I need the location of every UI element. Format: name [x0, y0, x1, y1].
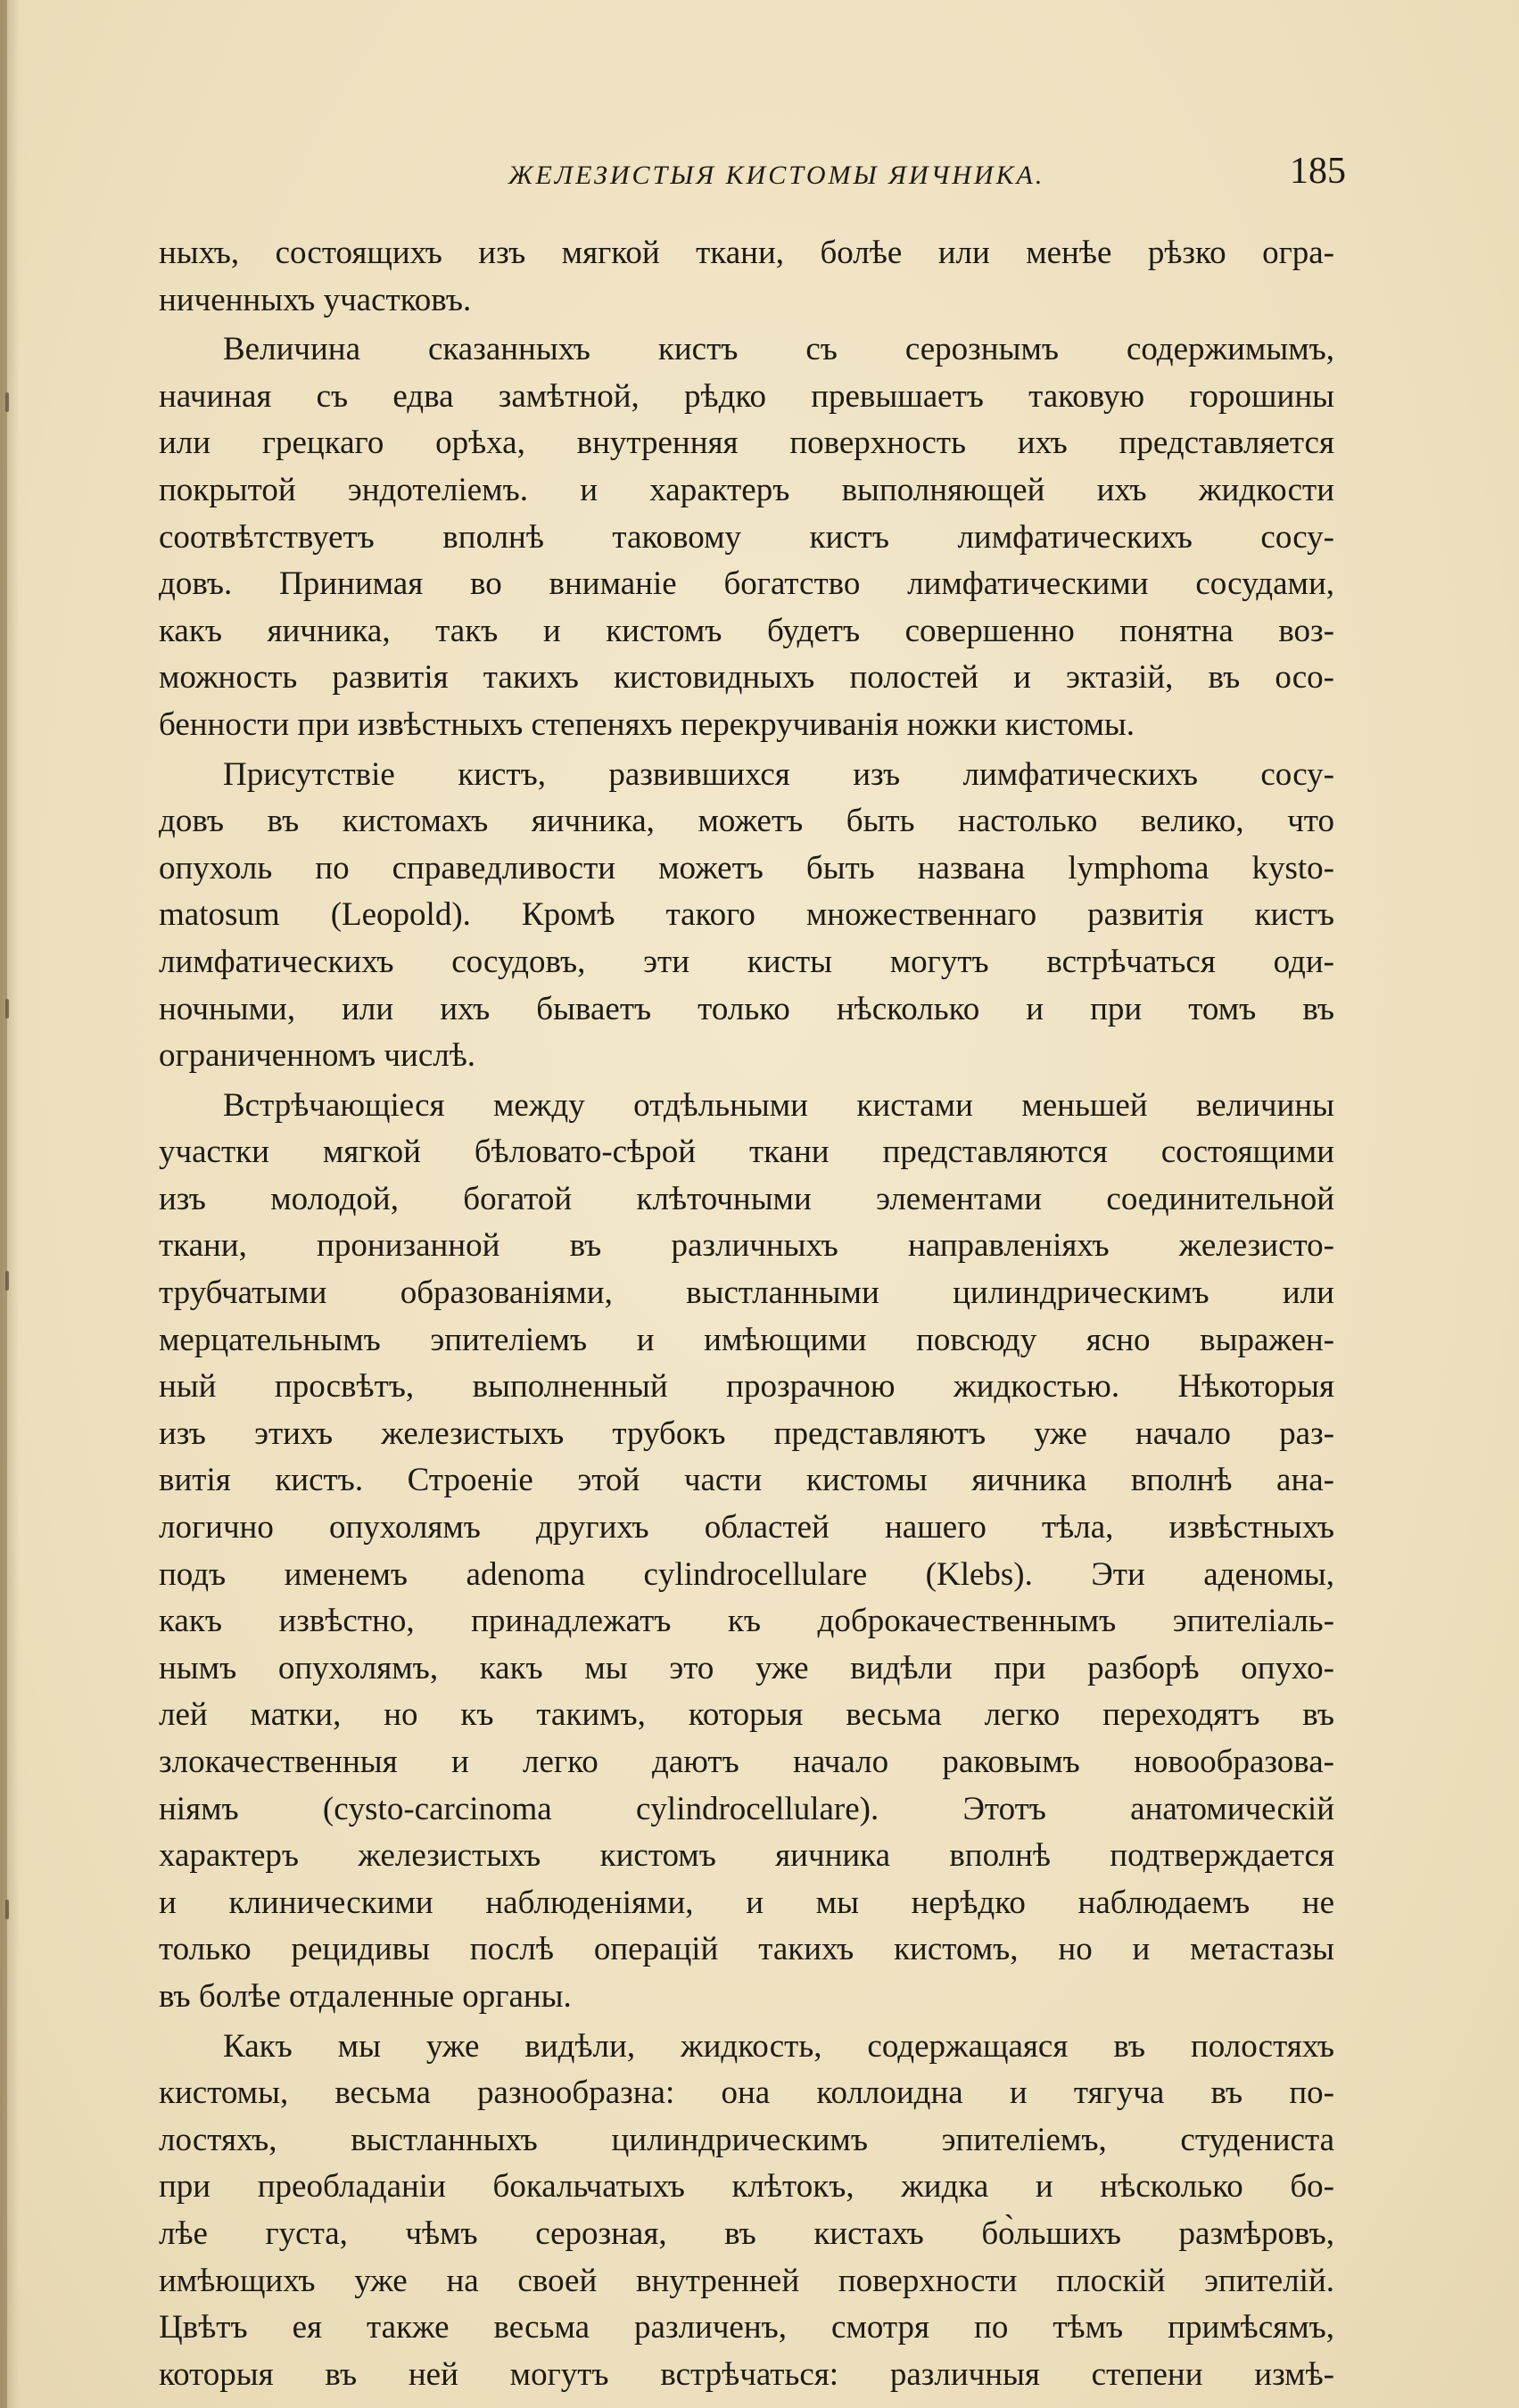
text-line: нымъ опухолямъ, какъ мы это уже видѣли при разборѣ опухо-: [159, 1649, 1334, 1686]
margin-mark: [5, 392, 9, 412]
text-line: ніямъ (cysto-carcinoma cylindrocellulare). Этотъ анатомическій: [159, 1790, 1334, 1827]
text-line: ныхъ, состоящихъ изъ мягкой ткани, болѣе или менѣе рѣзко огра-: [159, 235, 1334, 271]
text-line: имѣющихъ уже на своей внутренней поверхности плоскій эпителій.: [159, 2262, 1334, 2299]
text-line: логично опухолямъ другихъ областей нашего тѣла, извѣстныхъ: [159, 1509, 1334, 1546]
running-title: ЖЕЛЕЗИСТЫЯ КИСТОМЫ ЯИЧНИКА.: [508, 161, 1045, 190]
margin-mark: [5, 1900, 9, 1919]
text-line: лей матки, но къ такимъ, которыя весьма легко переходятъ въ: [159, 1696, 1334, 1734]
paragraph-start-line: Присутствіе кистъ, развившихся изъ лимфатическихъ сосу-: [223, 755, 1334, 793]
text-line: трубчатыми образованіями, выстланными цилиндрическимъ или: [159, 1274, 1334, 1312]
text-line: ограниченномъ числѣ.: [159, 1037, 476, 1075]
text-line: какъ яичника, такъ и кистомъ будетъ совершенно понятна воз-: [159, 612, 1334, 649]
text-line: и клиническими наблюденіями, и мы нерѣдко наблюдаемъ не: [159, 1884, 1334, 1921]
text-line: ткани, пронизанной въ различныхъ направленіяхъ железисто-: [159, 1227, 1334, 1265]
text-line: довъ. Принимая во вниманіе богатство лимфатическими сосудами,: [159, 565, 1334, 603]
text-line: участки мягкой бѣловато-сѣрой ткани представляются состоящими: [159, 1134, 1334, 1171]
body-text: [159, 230, 1334, 2398]
text-line: подъ именемъ adenoma cylindrocellulare (Klebs). Эти аденомы,: [159, 1555, 1334, 1593]
text-line: въ болѣе отдаленные органы.: [159, 1977, 572, 2015]
text-line: какъ извѣстно, принадлежатъ къ доброкачественнымъ эпителіаль-: [159, 1603, 1334, 1640]
text-line: мерцательнымъ эпителіемъ и имѣющими повсюду ясно выражен-: [159, 1321, 1334, 1358]
text-line: Цвѣтъ ея также весьма различенъ, смотря по тѣмъ примѣсямъ,: [159, 2309, 1334, 2346]
text-line: довъ въ кистомахъ яичника, можетъ быть настолько велико, что: [159, 803, 1334, 840]
text-line: витія кистъ. Строеніе этой части кистомы яичника вполнѣ ана-: [159, 1462, 1334, 1499]
page-number: 185: [1290, 151, 1346, 192]
text-line: ный просвѣтъ, выполненный прозрачною жидкостью. Нѣкоторыя: [159, 1368, 1334, 1406]
text-line: характеръ железистыхъ кистомъ яичника вполнѣ подтверждается: [159, 1837, 1334, 1875]
text-line: соотвѣтствуетъ вполнѣ таковому кистъ лимфатическихъ сосу-: [159, 518, 1334, 556]
text-line: покрытой эндотеліемъ. и характеръ выполняющей ихъ жидкости: [159, 471, 1334, 508]
text-line: лѣе густа, чѣмъ серозная, въ кистахъ бо̀льшихъ размѣровъ,: [159, 2214, 1334, 2252]
text-line: ночными, или ихъ бываетъ только нѣсколько и при томъ въ: [159, 990, 1334, 1027]
text-line: можность развитія такихъ кистовидныхъ полостей и эктазій, въ осо-: [159, 659, 1334, 697]
margin-mark: [5, 1271, 9, 1291]
text-line: бенности при извѣстныхъ степеняхъ перекручиванія ножки кистомы.: [159, 705, 1135, 743]
text-line: при преобладаніи бокальчатыхъ клѣтокъ, жидка и нѣсколько бо-: [159, 2168, 1334, 2206]
paragraph-start-line: Встрѣчающіеся между отдѣльными кистами меньшей величины: [223, 1086, 1334, 1124]
margin-mark: [5, 999, 9, 1018]
paragraph-start-line: Какъ мы уже видѣли, жидкость, содержащаяся въ полостяхъ: [223, 2027, 1334, 2065]
paragraph-start-line: Величина сказанныхъ кистъ съ серознымъ содержимымъ,: [223, 331, 1334, 368]
text-line: злокачественныя и легко даютъ начало раковымъ новообразова-: [159, 1744, 1334, 1780]
page-binding-edge: [0, 0, 7, 2408]
running-header: [0, 150, 1519, 203]
text-line: только рецидивы послѣ операцій такихъ кистомъ, но и метастазы: [159, 1931, 1334, 1968]
text-line: ниченныхъ участковъ.: [159, 281, 472, 318]
text-line: кистомы, весьма разнообразна: она коллоидна и тягуча въ по-: [159, 2074, 1334, 2112]
text-line: изъ молодой, богатой клѣточными элементами соединительной: [159, 1180, 1334, 1217]
text-line: лимфатическихъ сосудовъ, эти кисты могутъ встрѣчаться оди-: [159, 943, 1334, 980]
text-line: начиная съ едва замѣтной, рѣдко превышаетъ таковую горошины: [159, 377, 1334, 415]
text-line: или грецкаго орѣха, внутренняя поверхность ихъ представляется: [159, 425, 1334, 462]
text-line: matosum (Leopold). Кромѣ такого множественнаго развитія кистъ: [159, 896, 1334, 934]
text-line: изъ этихъ железистыхъ трубокъ представляютъ уже начало раз-: [159, 1414, 1334, 1452]
text-line: которыя въ ней могутъ встрѣчаться: различныя степени измѣ-: [159, 2355, 1334, 2393]
text-line: лостяхъ, выстланныхъ цилиндрическимъ эпителіемъ, студениста: [159, 2121, 1334, 2158]
text-line: опухоль по справедливости можетъ быть названа lymphoma kysto-: [159, 849, 1334, 887]
